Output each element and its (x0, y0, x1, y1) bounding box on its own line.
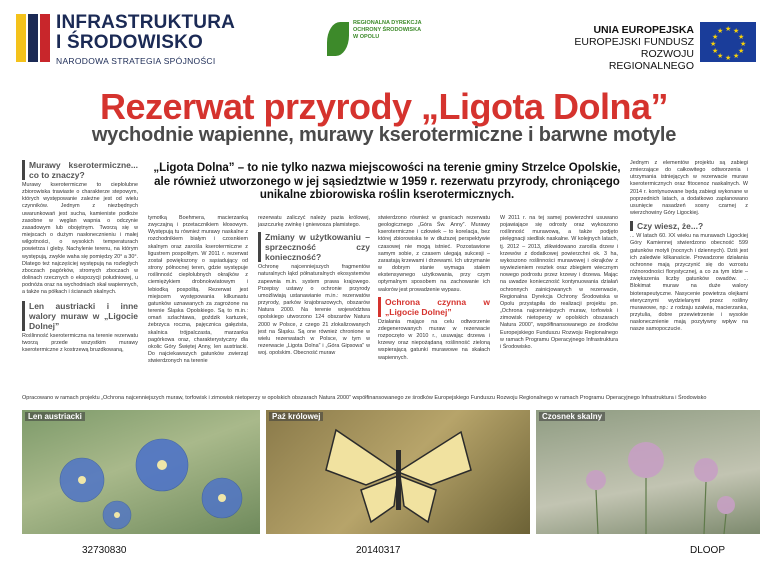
footer-left-code: 32730830 (82, 545, 127, 556)
section-heading: Czy wiesz, że...? (630, 221, 748, 231)
page-subtitle: wychodnie wapienne, murawy kserotermiczne i barwne motyle (91, 124, 677, 146)
column-3 (258, 215, 370, 391)
paragraph: stwierdzono również w granicach rezerwatu geologicznego „Góra Św. Anny”. Murawy kserotermiczne i człowiek – to korelacja, bez której zbiorowiska te w dłuższej perspektywie czasowej nie mogą istnieć. Pozostawione samym sobie, z czasem ulegają sukcesji – zarastają krzewami i drzewami. Ich utrzymanie w dobrym stanie wymaga stałem ekstensywnego użytkowania, przy czym optymalnym sposobem na zachowanie ich walorów jest prowadzenie wypasu. (378, 215, 490, 293)
paragraph: ... W latach 60. XX wieku na murawach Ligockiej Góry Kamiennej stwierdzono obecność 599 gatunków motyli (nocnych i dziennych). Dziś jest ich zaledwie kilkanaście. Prowadzone działania ochronne mają przyczynić się do wzrostu różnorodności florystycznej, a co za tym idzie – zwiększenia liczby gatunków owadów. ... Blokimat muraw na duże walory bioterapeutyczne. Nasycenie powietrza olejkami eterycznymi wydzielanymi przez rośliny murawowe, np.: z rodzaju szałwia, macierzanka, przytulia, dobre przewietrzenie i wysokie nasłonecznienie mają pozytywny wpływ na nasze samopoczucie. (630, 233, 748, 333)
column-1 (22, 160, 138, 392)
section-heading: Len austriacki i inne walory muraw w „Ligocie Dolnej” (22, 301, 138, 331)
logo-stripes-icon (16, 14, 52, 62)
column-4 (378, 215, 490, 391)
paragraph: tymotką Boehmera, macierzanką zwyczajną i przetacznikiem kłosowym. Występują tu również murawy naskalne z rozchodnikiem białym i czosnkiem skalnym oraz zarośla kserotermiczne z ligustrem pospolitym. W 2011 r. rezerwat został powiększony o sąsiadujący od strony północnej teren, gdzie występuje roślinność ciepłolubnych okrajków z ciemiężykiem drobnokwiatowym i lebiodką pospolitą. Rezerwat jest miejscem występowania kilkunastu gatunków uznawanych za zagrożone na terenie Śląska Opolskiego. Są to m.in.: omań szlachtawa, goździk kartuzek, żebrzyca roczna, pajęcznica gałęzista, skalnica trójpalczasta, marzanka pagórkowa oraz, charakterystyczny dla okolic Góry Świętej Anny, len austriacki. Do najciekawszych gatunków zwierząt stwierdzonych na terenie (148, 215, 248, 365)
butterfly-image (266, 410, 530, 534)
photo-caption: Len austriacki (25, 412, 85, 421)
section-heading: Ochrona czynna w „Ligocie Dolnej” (378, 297, 490, 317)
eu-logo-text: UNIA EUROPEJSKA EUROPEJSKI FUNDUSZ ROZWOJU REGIONALNEGO (574, 24, 694, 72)
section-heading: Zmiany w użytkowaniu – sprzeczność czy konieczność? (258, 232, 370, 262)
photo-garlic (536, 410, 760, 534)
photo-flax (22, 410, 260, 534)
footer-right-code: DLOOP (690, 545, 726, 556)
column-6 (630, 160, 748, 392)
page-title: Rezerwat przyrody „Ligota Dolna” (99, 86, 669, 127)
leaf-icon (327, 22, 349, 56)
paragraph: Ochronę najcenniejszych fragmentów naturalnych łąkd półnaturalnych ekosystemów zapewnia m.in. system prawa krajowego. Przepisy ustawy o ochronie przyrody umożliwiają ustanawianie m.in.: rezerwatów przyrody, parków krajobrazowych, obszarów Natura 2000. Na terenie województwa opolskiego utworzono 124 obszarów Natura 2000 w Polsce, z czego 21 zlokalizowanych jest na Śląsku. Są one również chronione w wielu rezerwatach w Polsce, w tym w rezerwacie „Ligota Dolna” i „Góra Gipsowa” w woj. opolskim. Obecność muraw (258, 264, 370, 357)
lead-paragraph: „Ligota Dolna” – to nie tylko nazwa miejscowości na terenie gminy Strzelce Opolskie, ale również utworzonego w jej sąsiedztwie w 1959 r. rezerwatu przyrody, chroniącego unikalne zbiorowiska roślin kserotermicznych. (153, 162, 621, 201)
paragraph: Jednym z elementów projektu są zabiegi zmierzające do całkowitego odtworzenia i utrzymania istniejących w rezerwacie muraw kserotermicznych oraz fitocenoz naskalnych. W 2014 r. kontynuowane będą zabiegi wykonane w poprzednich latach, a dodatkowo zaplanowano usunięcie nasadzeń sosny czarnej z wierzchowiny Góry Ligockiej. (630, 160, 748, 217)
photo-caption: Paź królowej (269, 412, 323, 421)
infrastruktura-logo (16, 10, 246, 70)
column-2 (148, 215, 248, 391)
paragraph: rezerwatu zaliczyć należy pazia królowej, jaszczurkę zwinkę i gniewosza plamistego. (258, 215, 370, 229)
rdos-logo-text: REGIONALNA DYREKCJA OCHRONY ŚRODOWISKA W OPOLU (353, 20, 422, 41)
footer-date: 20140317 (356, 545, 401, 556)
allium-flowers-image (536, 410, 760, 534)
photo-caption: Czosnek skalny (539, 412, 605, 421)
paragraph: Roślinność kserotermiczna na terenie rezerwatu tworzą przede wszystkim murawy kserotermiczne z kostrzewą bruzdkowaną, (22, 332, 138, 353)
eu-logo (568, 22, 758, 74)
eu-flag-icon: ★ ★ ★ ★ ★ ★ ★ ★ ★ ★ ★ ★ (700, 22, 756, 62)
funding-credit: Opracowano w ramach projektu „Ochrona najcenniejszych muraw, torfowisk i zimowisk nietoperzy w opolskich obszarach Natura 2000” współfinansowanego ze środków Europejskiego Funduszu Rozwoju Regionalnego w ramach Programu Operacyjnego Infrastruktura i Środowisko (22, 395, 707, 401)
logo-subtitle: NARODOWA STRATEGIA SPÓJNOŚCI (56, 56, 216, 66)
column-5 (500, 215, 618, 391)
logo-title: INFRASTRUKTURA I ŚRODOWISKO (56, 12, 236, 53)
photo-swallowtail (266, 410, 530, 534)
paragraph: Działania mające na celu odtworzenie zdegenerowanych muraw w rezerwacie rozpoczęto w 2010 r., usuwając drzewa i krzewy oraz niepożądaną roślinność zieloną wspierającą gatunki murawowe na skałach wapiennych. (378, 318, 490, 361)
rdos-logo (327, 16, 423, 72)
section-heading: Murawy kserotermiczne... co to znaczy? (22, 160, 138, 180)
paragraph: Murawy kserotermiczne to ciepłolubne zbiorowiska trawiaste o charakterze stepowym, których występowanie zależne jest od wielu czynników. Jednym z niezbędnych uwarunkowań jest sucha, kamieniste podłoże zasobne w węglan wapnia o odczynie zasadowym lub obojętnym. Tworzą się w miejscach o dużym nasłonecznieniu i małej wilgotności, o wysokich temperaturach powietrza i gleby. Nachylenie terenu, na którym występują, zwykle waha się pomiędzy 20° a 30°. Dlatego też najczęściej występują na rozległych zboczach pagórków, stromych zboczach w dolinach rzecznych o ekspozycji południowej, u podnóża oraz na wychodniach skał wapiennych, a także na półkach i ścianach skalnych. (22, 182, 138, 296)
paragraph: W 2011 r. na tej samej powierzchni usuwano pojawiające się odrosty oraz wykoszono roślinność murawową, a także podjęto pielęgnacji siedlisk naskalne. W kolejnych latach, tj. 2012 – 2013, zlikwidowano zarośla drzew i krzewów z dodatkowej powierzchni ok. 3 ha, wykoszono roślinności murawowej i okrajków z wywiezieniem resztek oraz zbiegiem wiecznym nowego podrostu przez krzewy i drzewa. Mając na uwadze konieczność kontynuowania działań ochronnych zainicjowanych w rezerwacie, Regionalna Dyrekcja Ochrony Środowiska w Opolu przystąpiła do realizacji projektu pn. „Ochrona najcenniejszych muraw, torfowisk i zimowisk nietoperzy w opolskich obszarach Natura 2000”, współfinansowanego ze środków Europejskiego Funduszu Rozwoju Regionalnego w ramach Programu Operacyjnego Infrastruktura i Środowisko. (500, 215, 618, 350)
flax-flowers-image (22, 410, 260, 534)
